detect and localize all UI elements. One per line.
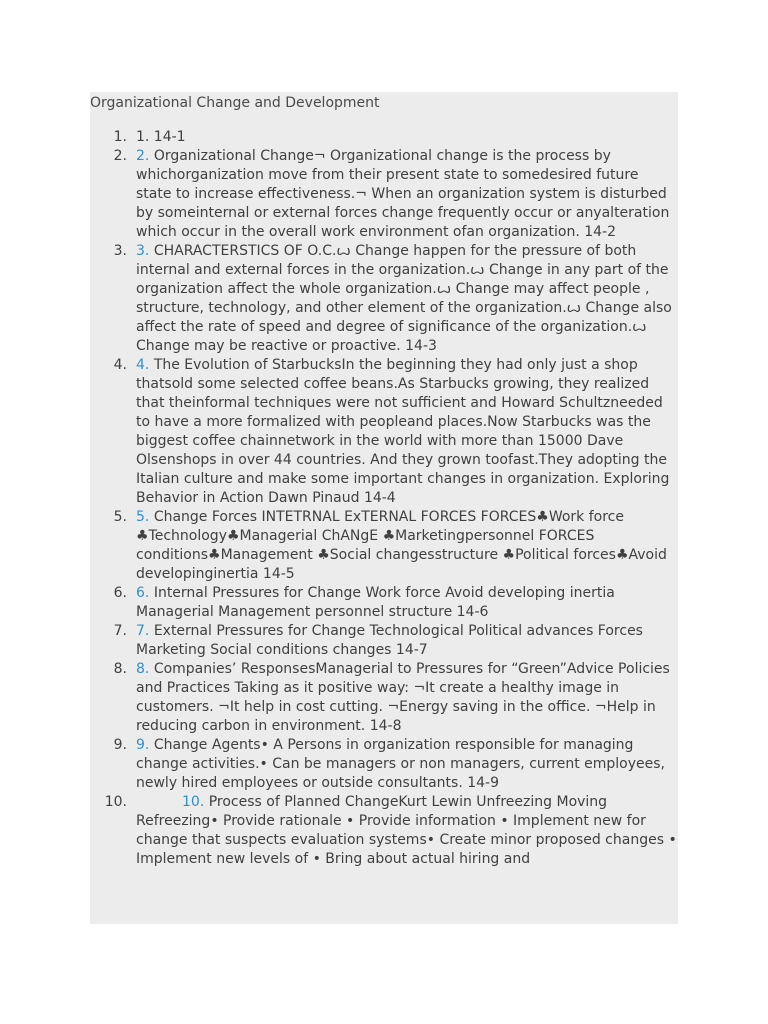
list-item-7 xyxy=(90,622,678,660)
slide-link-8[interactable]: 8. xyxy=(136,661,150,677)
item-text: Change Agents• A Persons in organization responsible for managing change activities.• Can be managers or non managers, current employees, newly hired employees or outside consultants. 14-9 xyxy=(136,737,665,791)
item-text: Internal Pressures for Change Work force Avoid developing inertia Managerial Management personnel structure 14-6 xyxy=(136,585,615,620)
item-text: 1. 14-1 xyxy=(136,129,186,145)
slide-link-10[interactable]: 10. xyxy=(182,794,205,810)
item-number: 7. xyxy=(113,623,127,639)
slide-list xyxy=(90,128,678,869)
list-item-6 xyxy=(90,584,678,622)
slide-link-6[interactable]: 6. xyxy=(136,585,150,601)
list-item-1 xyxy=(90,128,678,147)
list-item-3 xyxy=(90,242,678,356)
slide-link-5[interactable]: 5. xyxy=(136,509,150,525)
item-number: 10. xyxy=(104,794,127,810)
item-text: Companies’ ResponsesManagerial to Pressures for “Green”Advice Policies and Practices Taking as it positive way: ¬It create a healthy image in customers. ¬It help in cost cutting. ¬Energy saving in the office. ¬Help in reducing carbon in environment. 14-8 xyxy=(136,661,670,734)
item-number: 1. xyxy=(113,129,127,145)
item-number: 2. xyxy=(113,148,127,164)
list-item-9 xyxy=(90,736,678,793)
item-number: 6. xyxy=(113,585,127,601)
list-item-2 xyxy=(90,147,678,242)
slide-link-2[interactable]: 2. xyxy=(136,148,150,164)
item-number: 5. xyxy=(113,509,127,525)
item-number: 9. xyxy=(113,737,127,753)
list-item-8 xyxy=(90,660,678,736)
document-title: Organizational Change and Development xyxy=(90,95,380,111)
slide-link-4[interactable]: 4. xyxy=(136,357,150,373)
item-text: Change Forces INTETRNAL ExTERNAL FORCES FORCES♣Work force ♣Technology♣Managerial ChANgE ♣Marketingpersonnel FORCES conditions♣Management ♣Social changesstructure ♣Political forces♣Avoid developinginertia 14-5 xyxy=(136,509,667,582)
item-text: Process of Planned ChangeKurt Lewin Unfreezing Moving Refreezing• Provide rationale • Provide information • Implement new for change that suspects evaluation systems• Create minor proposed changes • Implement new levels of • Bring about actual hiring and xyxy=(136,794,677,867)
slide-link-9[interactable]: 9. xyxy=(136,737,150,753)
item-text: Organizational Change¬ Organizational change is the process by whichorganization move from their present state to somedesired future state to increase effectiveness.¬ When an organization system is disturbed by someinternal or external forces change frequently occur or anyalteration which occur in the overall work environment ofan organization. 14-2 xyxy=(136,148,670,240)
item-number: 4. xyxy=(113,357,127,373)
list-item-4 xyxy=(90,356,678,508)
slide-link-3[interactable]: 3. xyxy=(136,243,150,259)
item-number: 3. xyxy=(113,243,127,259)
item-text: CHARACTERSTICS OF O.C.ꙍ Change happen for the pressure of both internal and external forces in the organization.ꙍ Change in any part of the organization affect the whole organization.ꙍ Change may affect people , structure, technology, and other element of the organization.ꙍ Change also affect the rate of speed and degree of significance of the organization.ꙍ Change may be reactive or proactive. 14-3 xyxy=(136,243,672,354)
item-text: The Evolution of StarbucksIn the beginning they had only just a shop thatsold some selected coffee beans.As Starbucks growing, they realized that theinformal techniques were not sufficient and Howard Schultzneeded to have a more formalized with peopleand places.Now Starbucks was the biggest coffee chainnetwork in the world with more than 15000 Dave Olsenshops in over 44 countries. And they grown toofast.They adopting the Italian culture and make some important changes in organization. Exploring Behavior in Action Dawn Pinaud 14-4 xyxy=(136,357,670,506)
item-number: 8. xyxy=(113,661,127,677)
slide-link-7[interactable]: 7. xyxy=(136,623,150,639)
document-page xyxy=(90,92,678,924)
list-item-10 xyxy=(90,793,678,869)
list-item-5 xyxy=(90,508,678,584)
item-text: External Pressures for Change Technological Political advances Forces Marketing Social conditions changes 14-7 xyxy=(136,623,643,658)
